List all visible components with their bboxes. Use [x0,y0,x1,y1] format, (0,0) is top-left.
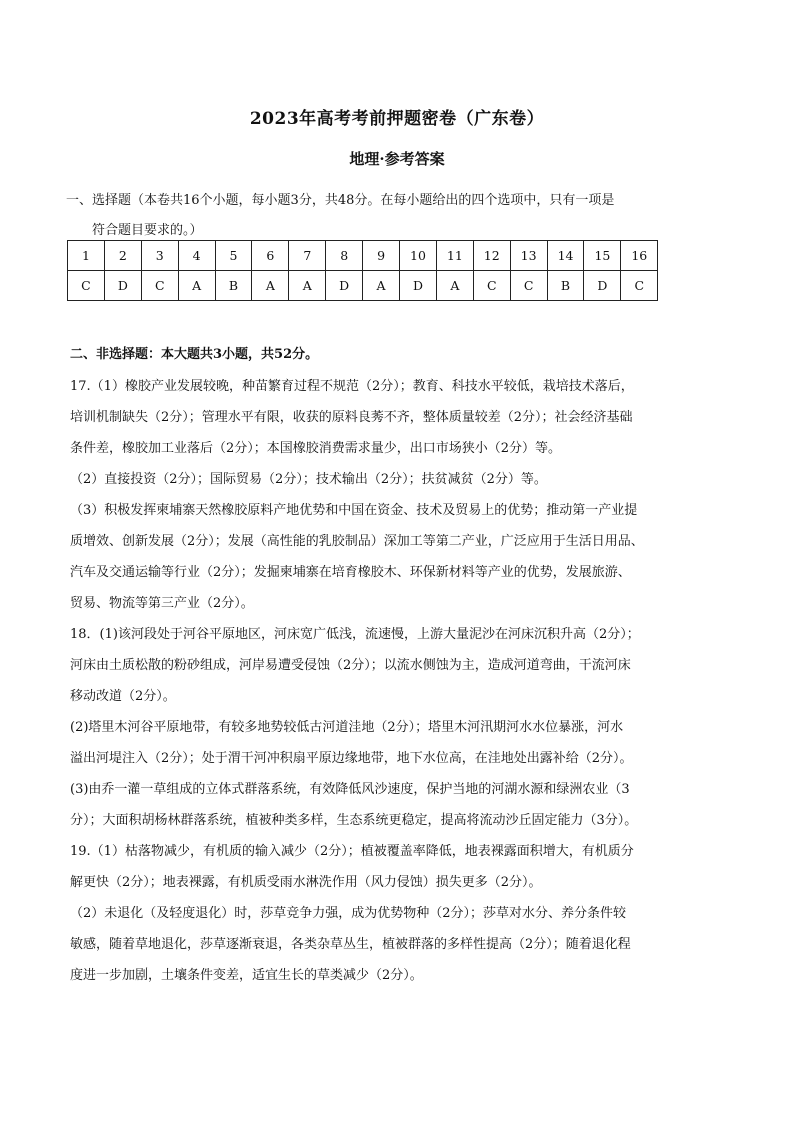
question-number: 11 [436,241,473,271]
answer-line: 河床由土质松散的粉砂组成，河岸易遭受侵蚀（2分）；以流水侧蚀为主，造成河道弯曲，干流河床 [70,658,631,673]
answer-line: 17.（1）橡胶产业发展较晚，种苗繁育过程不规范（2分）；教育、科技水平较低，栽培技术落后， [70,379,634,394]
answer-line: （2）未退化（及轻度退化）时，莎草竞争力强，成为优势物种（2分）；莎草对水分、养分条件较 [70,906,627,921]
answer-cell: A [436,271,473,301]
question-number: 8 [326,241,363,271]
question-number: 15 [584,241,621,271]
question-number: 9 [363,241,400,271]
question-number: 1 [68,241,105,271]
question-number: 3 [141,241,178,271]
answer-cell: D [326,271,363,301]
answer-line: 条件差，橡胶加工业落后（2分）；本国橡胶消费需求量少，出口市场狭小（2分）等。 [70,441,562,456]
answer-line: 19.（1）枯落物减少，有机质的输入减少（2分）；植被覆盖率降低，地表裸露面积增大，有机质分 [70,844,634,859]
answer-line: (3)由乔一灌一草组成的立体式群落系统，有效降低风沙速度，保护当地的河湖水源和绿洲农业（3 [70,782,630,797]
answer-line: 培训机制缺失（2分）；管理水平有限，收获的原料良莠不齐，整体质量较差（2分）；社会经济基础 [70,410,633,425]
section-choice-heading [66,186,706,246]
question-number: 12 [473,241,510,271]
answer-line: （3）积极发挥柬埔寨天然橡胶原料产地优势和中国在资金、技术及贸易上的优势；推动第一产业提 [70,503,638,518]
answer-line: (2)塔里木河谷平原地带，有较多地势较低古河道洼地（2分）；塔里木河汛期河水水位暴涨，河水 [70,720,624,735]
answer-cell: B [547,271,584,301]
answer-cell: A [289,271,326,301]
answer-line: 敏感，随着草地退化，莎草逐渐衰退，各类杂草丛生，植被群落的多样性提高（2分）；随着退化程 [70,937,631,952]
answer-cell: D [104,271,141,301]
page-subtitle: 地理·参考答案 [349,150,445,168]
answer-cell: C [510,271,547,301]
question-number: 2 [104,241,141,271]
answer-cell: C [68,271,105,301]
question-number: 4 [178,241,215,271]
answer-line: 质增效、创新发展（2分）；发展（高性能的乳胶制品）深加工等第二产业，广泛应用于生活日用品、 [70,534,644,549]
section-choice-line-1: 一、选择题（本卷共16个小题，每小题3分，共48分。在每小题给出的四个选项中，只有一项是 [66,193,615,208]
section-choice-line-2: 符合题目要求的。） [92,223,203,238]
answer-table [67,240,658,301]
question-number: 6 [252,241,289,271]
question-number: 13 [510,241,547,271]
answer-line: （2）直接投资（2分）；国际贸易（2分）；技术输出（2分）；扶贫减贫（2分）等。 [70,472,547,487]
answer-cell: C [473,271,510,301]
answer-table-answer-row [68,271,658,301]
answer-cell: A [178,271,215,301]
answer-body [70,371,720,991]
section-nonchoice-heading: 二、非选择题：本大题共3小题，共52分。 [70,347,319,362]
question-number: 16 [621,241,658,271]
question-number: 5 [215,241,252,271]
answer-line: 分）；大面积胡杨林群落系统，植被种类多样，生态系统更稳定，提高将流动沙丘固定能力（3分）。 [70,813,638,828]
answer-cell: D [584,271,621,301]
answer-cell: A [363,271,400,301]
answer-line: 贸易、物流等第三产业（2分）。 [70,596,254,611]
question-number: 10 [400,241,437,271]
answer-cell: D [400,271,437,301]
answer-line: 解更快（2分）；地表裸露，有机质受雨水淋洗作用（风力侵蚀）损失更多（2分）。 [70,875,542,890]
answer-cell: B [215,271,252,301]
answer-table-number-row [68,241,658,271]
answer-line: 溢出河堤注入（2分）；处于渭干河冲积扇平原边缘地带，地下水位高，在洼地处出露补给（2分）。 [70,751,633,766]
answer-cell: A [252,271,289,301]
answer-line: 18．(1)该河段处于河谷平原地区，河床宽广低浅，流速慢，上游大量泥沙在河床沉积升高（2分）； [70,627,640,642]
answer-line: 汽车及交通运输等行业（2分）；发掘柬埔寨在培育橡胶木、环保新材料等产业的优势，发展旅游、 [70,565,631,580]
answer-line: 度进一步加剧，土壤条件变差，适宜生长的草类减少（2分）。 [70,968,423,983]
page-title: 2023年高考考前押题密卷（广东卷） [249,109,545,129]
answer-cell: C [141,271,178,301]
question-number: 7 [289,241,326,271]
answer-line: 移动改道（2分）。 [70,689,176,704]
question-number: 14 [547,241,584,271]
answer-cell: C [621,271,658,301]
